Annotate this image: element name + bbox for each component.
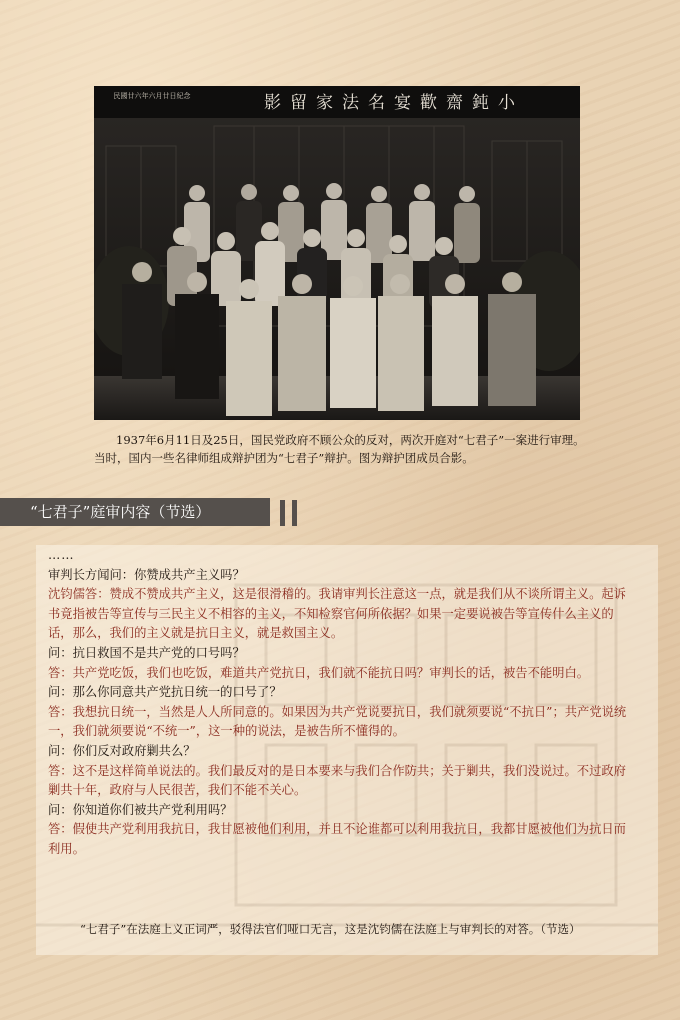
dialog-question: 问：你们反对政府剿共么？ <box>48 743 196 758</box>
dialog-question: 问：抗日救国不是共产党的口号吗？ <box>48 645 245 660</box>
court-dialog <box>48 546 633 860</box>
ellipsis: …… <box>48 548 75 562</box>
section-bar-2 <box>292 500 297 526</box>
dialog-question: 问：那么你同意共产党抗日统一的口号了？ <box>48 685 282 700</box>
photo-caption: 1937年6月11日及25日，国民党政府不顾公众的反对，两次开庭对“七君子”一案进行审理。当时，国内一些名律师组成辩护团为“七君子”辩护。图为辩护团成员合影。 <box>94 433 585 465</box>
section-bar-1 <box>280 500 285 526</box>
photo-side-inscription: 民國廿六年六月廿日紀念 <box>113 92 191 100</box>
dialog-answer: 答：我想抗日统一，当然是人人所同意的。如果因为共产党说要抗日，我们就须要说“不抗日”；共产党说统一，我们就须要说“不统一”，这一种的说法，是被告所不懂得的。 <box>48 704 627 739</box>
dialog-question: 审判长方闻问：你赞成共产主义吗？ <box>48 567 245 582</box>
dialog-answer: 沈钧儒答：赞成不赞成共产主义，这是很滑稽的。我请审判长注意这一点，就是我们从不谈所谓主义。起诉书竟指被告等宣传与三民主义不相容的主义，不知检察官何所依据？如果一定要说被告等宣传什么主义的话，那么，我们的主义就是抗日主义，就是救国主义。 <box>48 587 626 641</box>
photo-banner-text: 影留家法名宴歡齋鈍小 <box>264 93 524 113</box>
footer-note: “七君子”在法庭上义正词严，驳得法官们哑口无言，这是沈钧儒在法庭上与审判长的对答。（节选） <box>80 922 581 936</box>
dialog-question: 问：你知道你们被共产党利用吗？ <box>48 802 233 817</box>
section-title: “七君子”庭审内容（节选） <box>0 498 270 526</box>
group-photograph <box>94 86 580 420</box>
dialog-answer: 答：假使共产党利用我抗日，我甘愿被他们利用，并且不论谁都可以利用我抗日，我都甘愿被他们为抗日而利用。 <box>48 822 626 856</box>
dialog-answer: 答：共产党吃饭，我们也吃饭，难道共产党抗日，我们就不能抗日吗？审判长的话，被告不能明白。 <box>48 665 590 680</box>
photo-scene <box>94 86 580 420</box>
dialog-answer: 答：这不是这样简单说法的。我们最反对的是日本要来与我们合作防共；关于剿共，我们没说过。不过政府剿共十年，政府与人民很苦，我们不能不关心。 <box>48 763 626 798</box>
